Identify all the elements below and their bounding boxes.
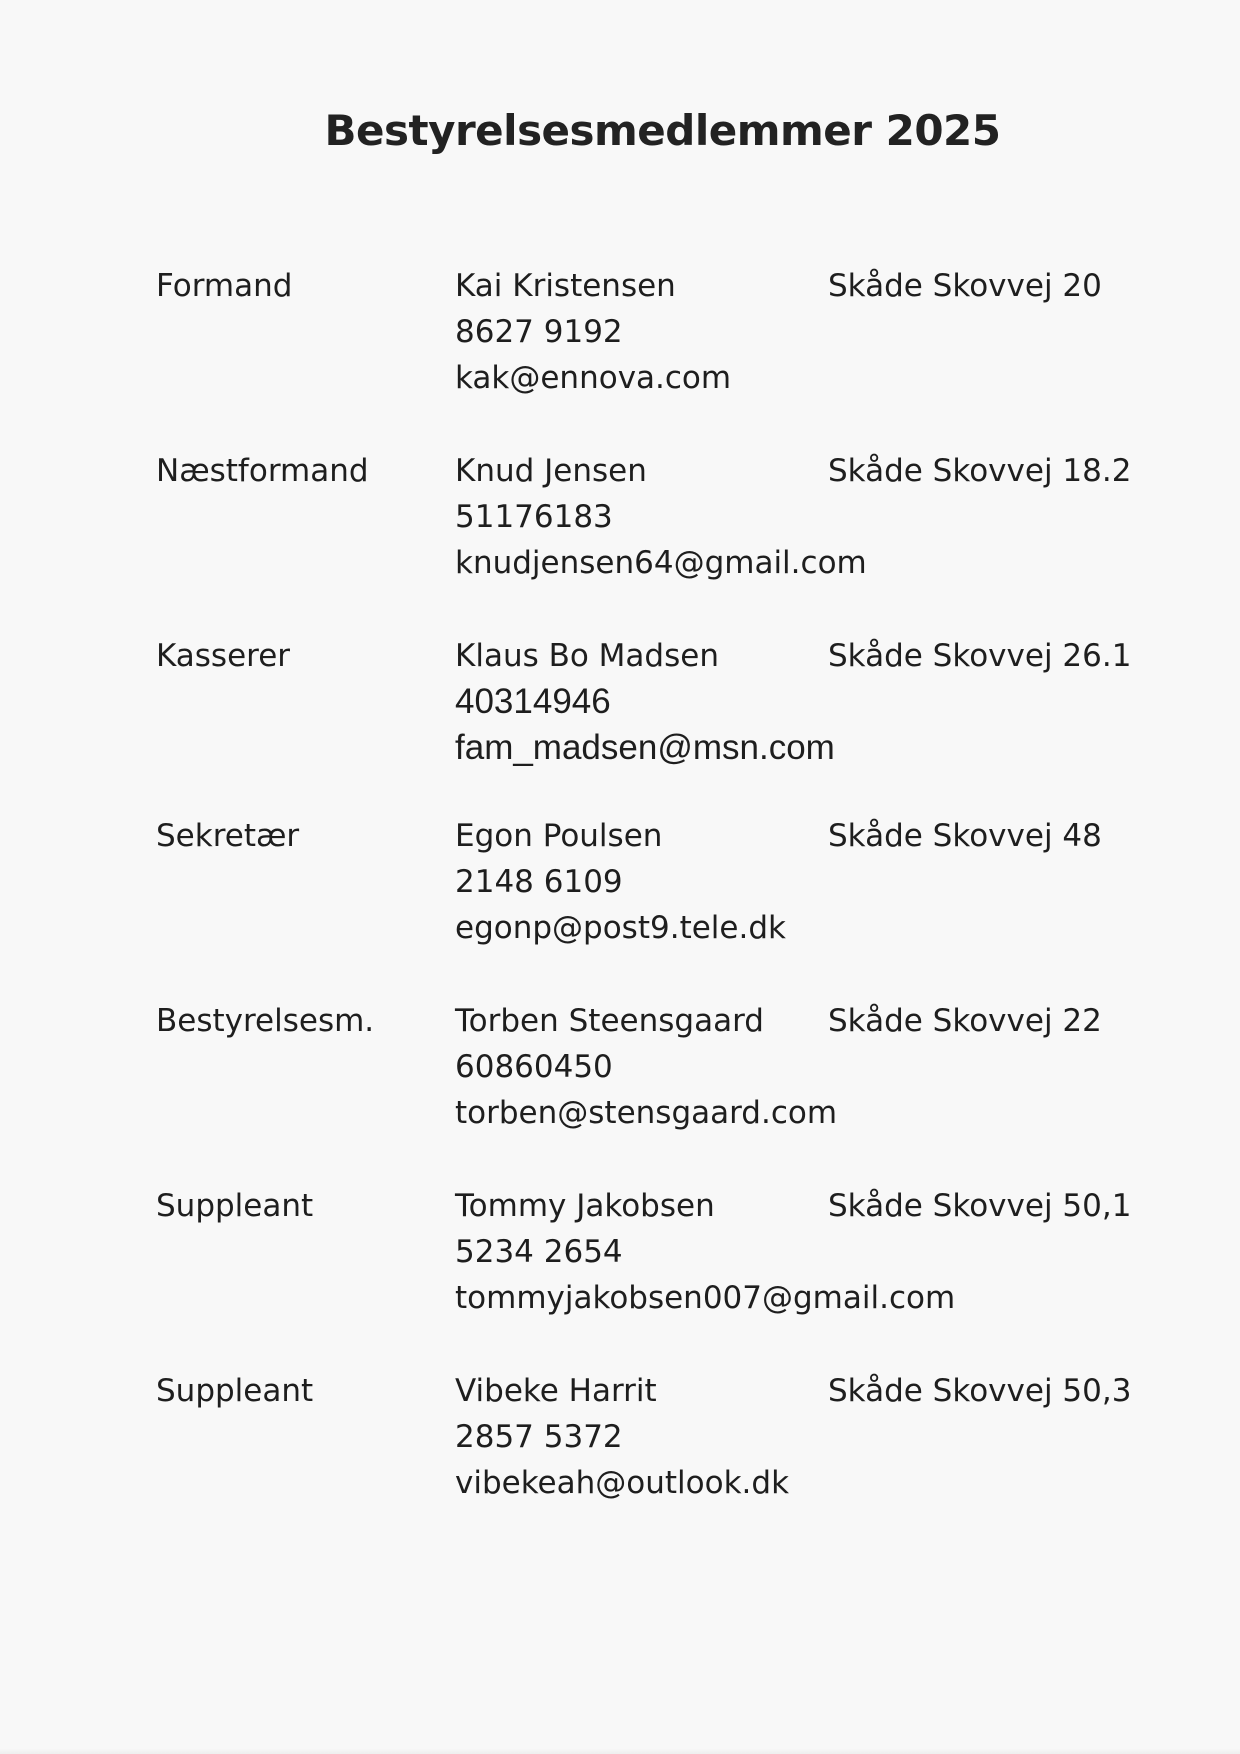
member-name: Vibeke Harrit [455, 1373, 657, 1409]
member-address: Skåde Skovvej 22 [828, 1003, 1102, 1039]
member-entry [0, 633, 1240, 783]
member-email: fam_madsen@msn.com [455, 728, 835, 767]
member-name: Kai Kristensen [455, 268, 676, 304]
member-email: egonp@post9.tele.dk [455, 910, 786, 946]
member-role: Sekretær [156, 818, 300, 854]
member-entry [0, 998, 1240, 1148]
member-phone: 2148 6109 [455, 864, 623, 900]
member-email: kak@ennova.com [455, 360, 732, 396]
member-address: Skåde Skovvej 50,1 [828, 1188, 1132, 1224]
member-email: knudjensen64@gmail.com [455, 545, 867, 581]
member-name: Klaus Bo Madsen [455, 638, 719, 674]
member-address: Skåde Skovvej 26.1 [828, 638, 1132, 674]
member-email: vibekeah@outlook.dk [455, 1465, 790, 1501]
member-phone: 60860450 [455, 1049, 613, 1085]
member-phone: 5234 2654 [455, 1234, 623, 1270]
member-name: Torben Steensgaard [455, 1003, 764, 1039]
member-phone: 40314946 [455, 682, 611, 721]
scan-edge-shadow [0, 1748, 1240, 1754]
member-address: Skåde Skovvej 50,3 [828, 1373, 1132, 1409]
member-role: Næstformand [156, 453, 369, 489]
member-role: Suppleant [156, 1373, 314, 1409]
member-name: Tommy Jakobsen [455, 1188, 715, 1224]
page-title: Bestyrelsesmedlemmer 2025 [324, 106, 1001, 155]
member-entry [0, 813, 1240, 963]
member-address: Skåde Skovvej 48 [828, 818, 1102, 854]
member-role: Suppleant [156, 1188, 314, 1224]
member-name: Egon Poulsen [455, 818, 663, 854]
member-entry [0, 1183, 1240, 1333]
member-entry [0, 263, 1240, 413]
member-name: Knud Jensen [455, 453, 647, 489]
member-email: torben@stensgaard.com [455, 1095, 838, 1131]
member-phone: 8627 9192 [455, 314, 623, 350]
member-phone: 2857 5372 [455, 1419, 623, 1455]
member-address: Skåde Skovvej 20 [828, 268, 1102, 304]
member-role: Bestyrelsesm. [156, 1003, 375, 1039]
member-entry [0, 448, 1240, 598]
member-email: tommyjakobsen007@gmail.com [455, 1280, 956, 1316]
member-phone: 51176183 [455, 499, 613, 535]
member-role: Kasserer [156, 638, 291, 674]
member-address: Skåde Skovvej 18.2 [828, 453, 1132, 489]
member-role: Formand [156, 268, 293, 304]
member-entry [0, 1368, 1240, 1518]
